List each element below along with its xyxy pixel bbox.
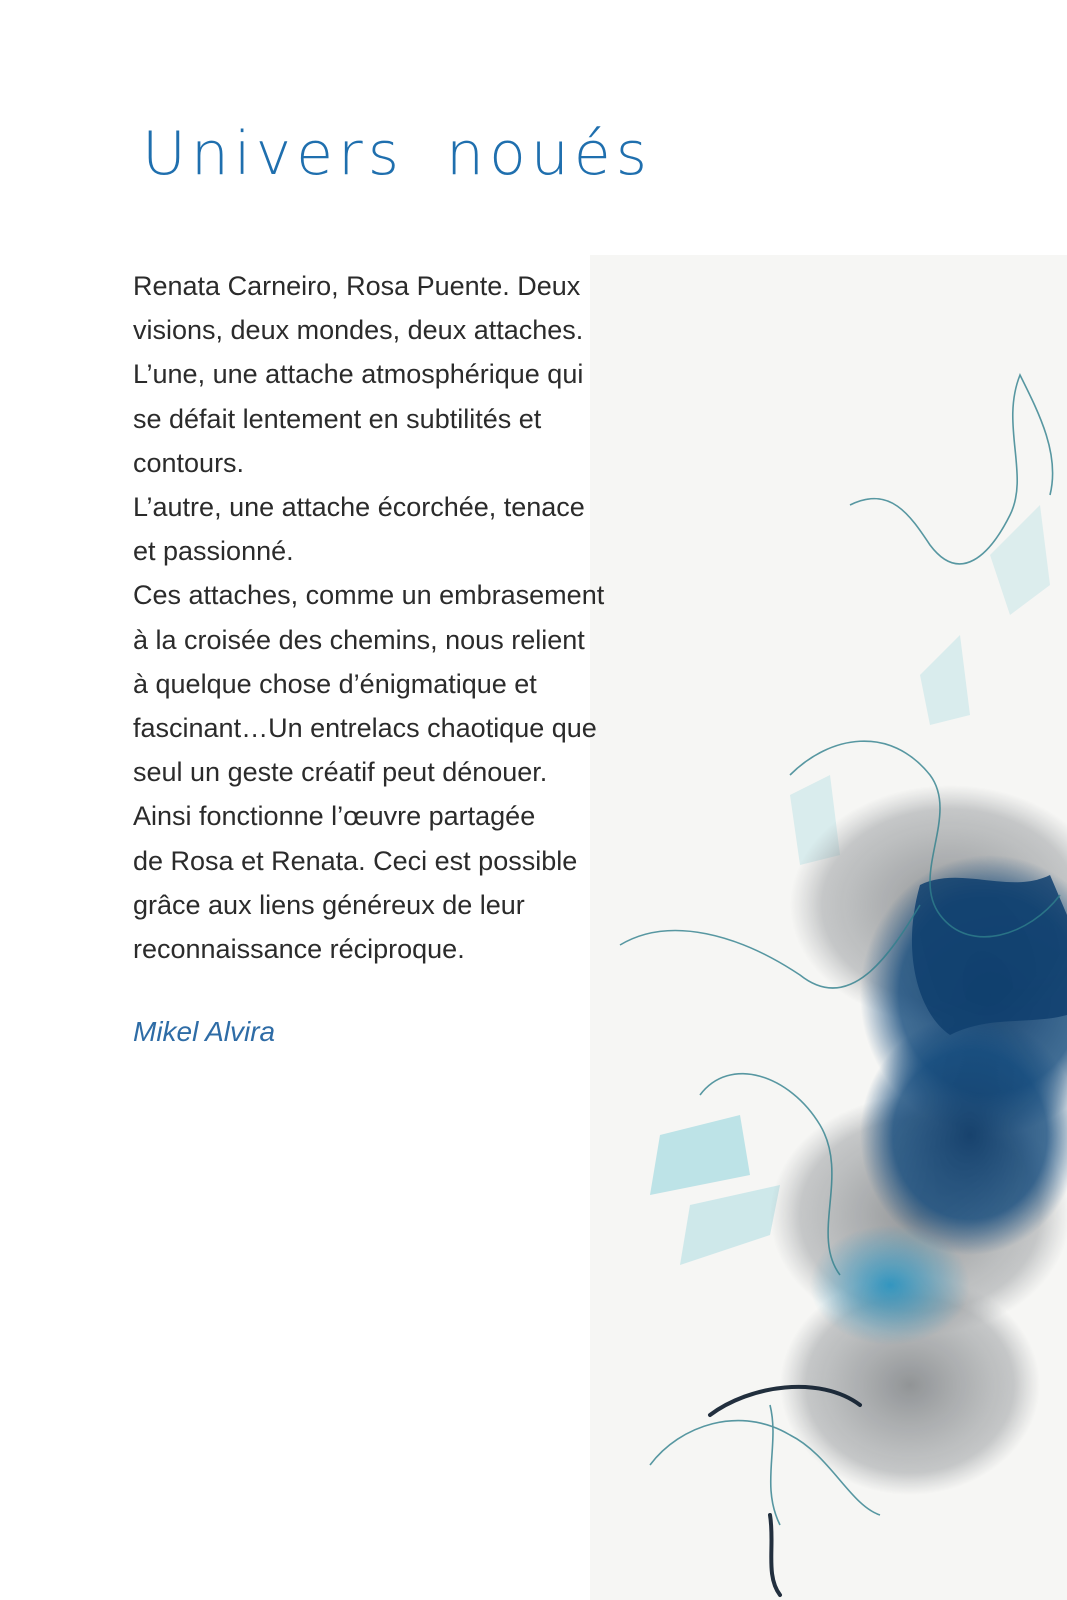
body-line: de Rosa et Renata. Ceci est possible (133, 845, 578, 876)
body-line: se défait lentement en subtilités et (133, 403, 542, 434)
body-line: L’autre, une attache écorchée, tenace (133, 492, 585, 523)
body-line: Ainsi fonctionne l’œuvre partagée (133, 801, 536, 832)
body-line: contours. (133, 447, 245, 478)
body-line: fascinant…Un entrelacs chaotique que (133, 713, 597, 744)
body-line: grâce aux liens généreux de leur (133, 889, 525, 920)
body-text (133, 264, 693, 971)
body-line: reconnaissance réciproque. (133, 934, 465, 965)
author-signature: Mikel Alvira (133, 1016, 276, 1047)
body-line: Renata Carneiro, Rosa Puente. Deux (133, 271, 581, 301)
page-title: Univers noués (142, 119, 652, 189)
body-line: à quelque chose d’énigmatique et (133, 668, 537, 699)
body-line: à la croisée des chemins, nous relient (133, 624, 585, 655)
body-line: et passionné. (133, 536, 294, 567)
body-line: L’une, une attache atmosphérique qui (133, 359, 584, 390)
body-line: visions, deux mondes, deux attaches. (133, 315, 584, 346)
body-line: seul un geste créatif peut dénouer. (133, 757, 548, 788)
body-line: Ces attaches, comme un embrasement (133, 580, 605, 611)
